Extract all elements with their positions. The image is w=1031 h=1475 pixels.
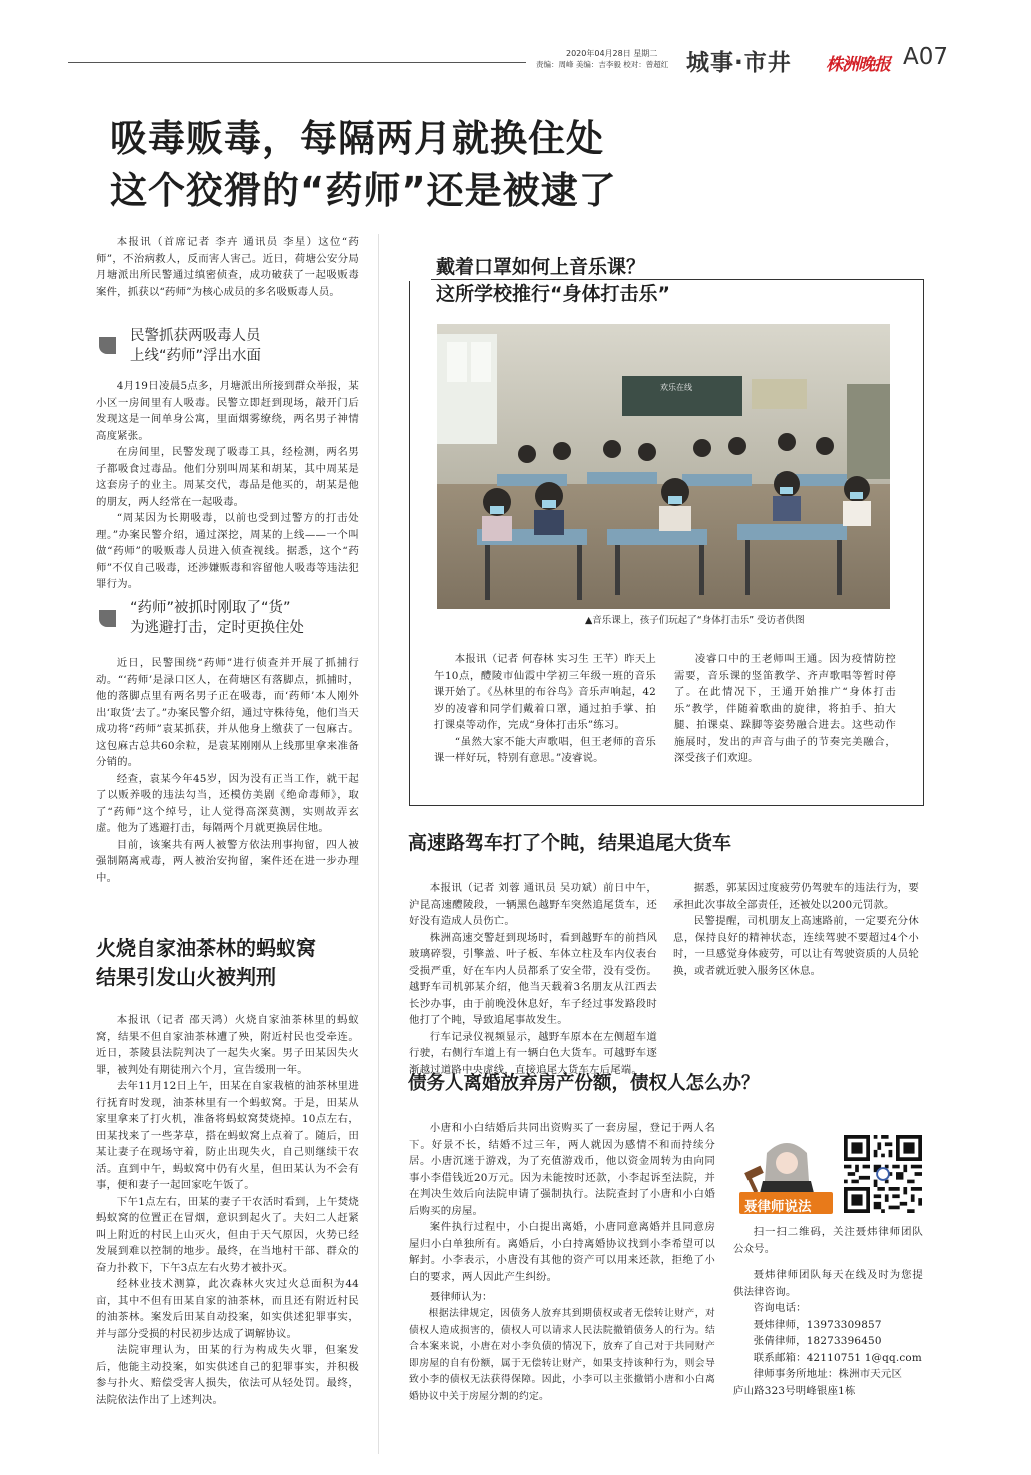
highway-story-col1 — [409, 880, 657, 1078]
paragraph: 本报讯（记者 刘蓉 通讯员 吴功斌）前日中午，沪昆高速醴陵段，一辆黑色越野车突然追尾货车，还好没有造成人员伤亡。 — [409, 882, 657, 927]
student-body — [659, 506, 691, 531]
photo-caption: ▲音乐课上，孩子们玩起了“身体打击乐” 受访者供图 — [585, 615, 805, 626]
paragraph: 经林业技术测算，此次森林火灾过火总面积为44亩，其中不但有田某自家的油茶林，而且还有附近村民的油茶林。案发后田某自动投案，如实供述犯罪事实，并与部分受损的村民初步达成了调解协议。 — [96, 1278, 359, 1340]
paragraph: “虽然大家不能大声歌唱，但王老师的音乐课一样好玩，特别有意思。”凌睿说。 — [434, 735, 656, 764]
paragraph: 本报讯（首席记者 李卉 通讯员 李星）这位“药师”，不治病救人，反而害人害己。近日，荷塘公安分局月塘派出所民警通过缜密侦查，成功破获了一起吸贩毒案件，抓获以“药师”为核心成员的多名吸贩毒人员。 — [96, 236, 359, 298]
mask — [668, 496, 682, 504]
student-head — [816, 437, 834, 455]
phone-label: 咨询电话： — [753, 1302, 807, 1314]
subhead-1-line2: 上线“药师”浮出水面 — [130, 348, 262, 364]
lawyer-badge-text: 聂律师说法 — [744, 1199, 812, 1215]
paragraph: 经查，袁某今年45岁，因为没有正当工作，就干起了以贩养吸的违法勾当，还模仿美剧《绝命毒师》，取了“药师”这个绰号，让人觉得高深莫测，实则故弄玄虚。他为了逃避打击，每隔两个月就更换居住地。 — [96, 772, 359, 834]
lawyer-phone-1: 聂炜律师，13973309857 — [753, 1318, 882, 1331]
contact-intro: 聂炜律师团队每天在线及时为您提供法律咨询。 — [733, 1269, 923, 1298]
debt-headline: 债务人离婚放弃房产份额，债权人怎么办？ — [408, 1073, 760, 1094]
mask — [542, 500, 556, 508]
blackboard-text: 欢乐在线 — [660, 383, 692, 392]
subhead-marker — [99, 337, 116, 354]
desk-leg — [837, 540, 842, 595]
student-head — [553, 442, 571, 460]
student-head — [638, 443, 656, 461]
office-address: 律师事务所地址：株洲市天元区 — [753, 1368, 903, 1380]
board-panel — [752, 379, 807, 409]
student-head — [728, 437, 746, 455]
desk — [682, 474, 752, 486]
paragraph: 下午1点左右，田某的妻子干农活时看到，上午焚烧蚂蚁窝的位置正在冒烟，意识到起火了。夫妇二人赶紧叫上附近的村民上山灭火，但由于天气原因，火势已经发展到难以控制的地步。最终，在当地村干部、群众的奋力扑救下，下午3点左右火势才被扑灭。 — [96, 1195, 359, 1274]
masthead-date: 2020年04月28日 星期二 — [566, 49, 658, 58]
paragraph: 近日，民警围绕“药师”进行侦查并开展了抓捕行动。“‘药师’是渌口区人，在荷塘区有落脚点，抓捕时，他的落脚点里有两名男子正在吸毒，而‘药师’本人刚外出‘取货’去了。”办案民警介绍，通过守株待兔，他们当天成功将“药师”袁某抓获，并从他身上缴获了一包麻古。这包麻古总共60余粒，是袁某刚刚从上线那里拿来准备分销的。 — [96, 657, 359, 768]
drug-story-part1 — [96, 378, 359, 593]
office-address-cont: 庐山路323号明峰银座1栋 — [733, 1384, 856, 1397]
desk-leg — [615, 545, 620, 595]
blackboard — [622, 376, 742, 416]
highway-story-col2 — [673, 880, 919, 979]
newspaper-logo: 株洲晚报 — [826, 55, 890, 75]
paragraph: 本报讯（记者 邵天鸿）火烧自家油茶林里的蚂蚁窝，结果不但自家油茶林遭了殃，附近村民也受牵连。近日，茶陵县法院判决了一起失火案。男子田某因失火罪，被判处有期徒刑六个月，宣告缓刑一年。 — [96, 1014, 359, 1076]
student-head — [778, 433, 796, 451]
music-story-col2 — [674, 651, 896, 767]
paragraph: 小唐和小白结婚后共同出资购买了一套房屋，登记于两人名下。好景不长，结婚不过三年，两人就因为感情不和而持续分居。小唐沉迷于游戏，为了充值游戏币，他以资金周转为由向同事小李借钱近20万元。因为未能按时还款，小李起诉至法院，并在判决生效后向法院申请了强制执行。法院查封了小唐和小白婚后购买的房屋。 — [409, 1122, 715, 1217]
subhead-2-line2: 为逃避打击，定时更换住处 — [130, 620, 304, 636]
mask — [850, 492, 863, 499]
cabinet — [847, 384, 890, 479]
lawyer-opinion — [409, 1306, 715, 1405]
student-head — [518, 445, 536, 463]
main-headline-line1: 吸毒贩毒，每隔两月就换住处 — [110, 117, 604, 160]
paragraph: 本报讯（记者 何春林 实习生 王芊）昨天上午10点，醴陵市仙霞中学初三年级一班的音乐课开始了。《丛林里的布谷鸟》音乐声响起，42岁的凌睿和同学们戴着口罩，通过拍手掌、拍打课桌等动作，完成“身体打击乐”练习。 — [434, 653, 656, 731]
highway-headline: 高速路驾车打了个盹，结果追尾大货车 — [408, 832, 732, 854]
music-headline-line2: 这所学校推行“身体打击乐” — [436, 283, 670, 305]
section-name: 城事·市井 — [686, 50, 792, 76]
drug-story-part2 — [96, 655, 359, 886]
lawyer-contact — [733, 1224, 923, 1399]
student-head — [603, 440, 621, 458]
student-body — [534, 510, 564, 535]
paragraph: 民警提醒，司机朋友上高速路前，一定要充分休息，保持良好的精神状态，连续驾驶不要超过4个小时，一旦感觉身体疲劳，可以让有驾驶资质的人员轮换，或者就近驶入服务区休息。 — [673, 915, 919, 977]
masthead-editors: 责编：周峰 美编：吉李毅 校对：曾超红 — [536, 60, 669, 69]
paragraph: 株洲高速交警赶到现场时，看到越野车的前挡风玻璃碎裂，引擎盖、叶子板、车体立柱及车内仪表台受损严重，好在车内人员都系了安全带，没有受伤。越野车司机郭某介绍，他当天载着3名朋友从江西去长沙办事，由于前晚没休息好，车子经过事发路段时他打了个盹，导致追尾事故发生。 — [409, 931, 657, 1026]
desk — [587, 472, 657, 484]
desk-leg — [577, 545, 582, 600]
gavel-handle — [748, 1177, 758, 1193]
music-story-col1 — [434, 651, 656, 767]
qr-caption: 扫一扫二维码，关注聂炜律师团队公众号。 — [733, 1226, 923, 1255]
classroom-photo — [437, 324, 890, 609]
paragraph: 案件执行过程中，小白提出离婚，小唐同意离婚并且同意房屋归小白单独所有。离婚后，小白持离婚协议找到小李希望可以解封。小李表示，小唐没有其他的资产可以用来还款，拒绝了小白的要求，两人因此产生纠纷。 — [409, 1221, 715, 1283]
main-headline-line2: 这个狡猾的“药师”还是被逮了 — [110, 169, 617, 212]
paragraph: “周某因为长期吸毒，以前也受到过警方的打击处理。”办案民警介绍，通过深挖，周某的上线——一个叫做“药师”的吸贩毒人员进入侦查视线。据悉，这个“药师”不仅自己吸毒，还涉嫌贩毒和容留他人吸毒等违法犯罪行为。 — [96, 512, 359, 590]
subhead-2-line1: “药师”被抓时刚取了“货” — [130, 600, 291, 616]
lawyer-face — [776, 1152, 798, 1174]
student-head — [693, 439, 711, 457]
desk — [737, 524, 847, 540]
page-number: A07 — [903, 44, 949, 70]
desk-leg — [745, 540, 750, 595]
paragraph: 目前，该案共有两人被警方依法刑事拘留，四人被强制隔离戒毒，两人被治安拘留，案件还在进一步办理中。 — [96, 838, 359, 884]
fire-story — [96, 1012, 359, 1408]
gavel-icon — [744, 1166, 764, 1181]
masthead-rule — [68, 62, 526, 63]
music-headline-line1: 戴着口罩如何上音乐课？ — [436, 252, 649, 279]
column-divider — [378, 234, 379, 1454]
paragraph: 凌睿口中的王老师叫王通。因为疫情防控需要，音乐课的竖笛教学、齐声歌唱等暂时停了。在此情况下，王通开始推广“身体打击乐”教学，伴随着歌曲的旋律，将拍手、拍大腿、拍课桌、跺脚等姿势融合进去。这些动作施展时，发出的声音与曲子的节奏完美融合，深受孩子们欢迎。 — [674, 653, 896, 764]
paragraph: 法院审理认为，田某的行为构成失火罪，但案发后，他能主动投案，如实供述自己的犯罪事实，并积极参与扑火、赔偿受害人损失，依法可从轻处罚。最终，法院依法作出了上述判决。 — [96, 1344, 359, 1406]
paragraph: 行车记录仪视频显示，越野车原本在左侧超车道行驶，右侧行车道上有一辆白色大货车。可越野车逐渐越过道路中央虚线，直接追尾大货车左后尾端。 — [409, 1030, 657, 1076]
music-box-cap — [409, 279, 431, 281]
subhead-1-line1: 民警抓获两吸毒人员 — [130, 328, 261, 344]
mask — [490, 506, 504, 514]
desk-leg — [485, 545, 490, 600]
qr-center-logo — [877, 1168, 889, 1180]
window — [447, 342, 467, 382]
fire-headline-line2: 结果引发山火被判刑 — [96, 965, 276, 989]
fire-headline-line1: 火烧自家油茶林的蚂蚁窝 — [96, 936, 316, 960]
paragraph: 在房间里，民警发现了吸毒工具，经检测，两名男子都吸食过毒品。他们分别叫周某和胡某，其中周某是这套房子的业主。周某交代，毒品是他买的，胡某是他的朋友，两人经常在一起吸毒。 — [96, 446, 359, 508]
mask — [780, 487, 793, 494]
subhead-marker — [99, 610, 116, 627]
student-body — [773, 496, 801, 521]
contact-email: 联系邮箱：42110751 1@qq.com — [753, 1351, 922, 1364]
lawyer-phone-2: 张倩律师，18273396450 — [753, 1335, 882, 1347]
student-body — [843, 501, 871, 526]
paragraph: 4月19日凌晨5点多，月塘派出所接到群众举报，某小区一房间里有人吸毒。民警立即赶到现场，敲开门后发现这是一间单身公寓，里面烟雾缭绕，两名男子神情高度紧张。 — [96, 380, 359, 442]
desk — [607, 529, 707, 545]
paragraph: 根据法律规定，因债务人放弃其到期债权或者无偿转让财产，对债权人造成损害的，债权人可以请求人民法院撤销债务人的行为。结合本案来说，小唐在对小李负债的情况下，放弃了自己对于共同财产即房屋的自有份额，属于无偿转让财产，如果支持该种行为，则会导致小李的债权无法获得保障。因此，小李可以主张撤销小唐和小白离婚协议中关于房屋分割的约定。 — [409, 1308, 715, 1402]
student-body — [482, 516, 512, 541]
drug-story — [96, 234, 359, 300]
qr-code — [844, 1135, 922, 1213]
paragraph: 去年11月12日上午，田某在自家栽植的油茶林里进行抚育时发现，油茶林里有一个蚂蚁窝。于是，田某从家里拿来了打火机，准备将蚂蚁窝焚烧掉。10点左右，田某找来了一些茅草，搭在蚂蚁窝上点着了。随后，田某让妻子在现场守着，防止出现失火，自己则继续干农活。直到中午，蚂蚁窝中仍有火星，但田某认为不会有事，便和妻子一起回家吃午饭了。 — [96, 1080, 359, 1191]
desk-leg — [699, 545, 704, 595]
window — [471, 342, 491, 382]
paragraph: 据悉，郭某因过度疲劳仍驾驶车的违法行为，要承担此次事故全部责任，还被处以200元罚款。 — [673, 882, 919, 911]
lawyer-opinion-title: 聂律师认为： — [430, 1291, 493, 1303]
debt-story — [409, 1120, 715, 1285]
